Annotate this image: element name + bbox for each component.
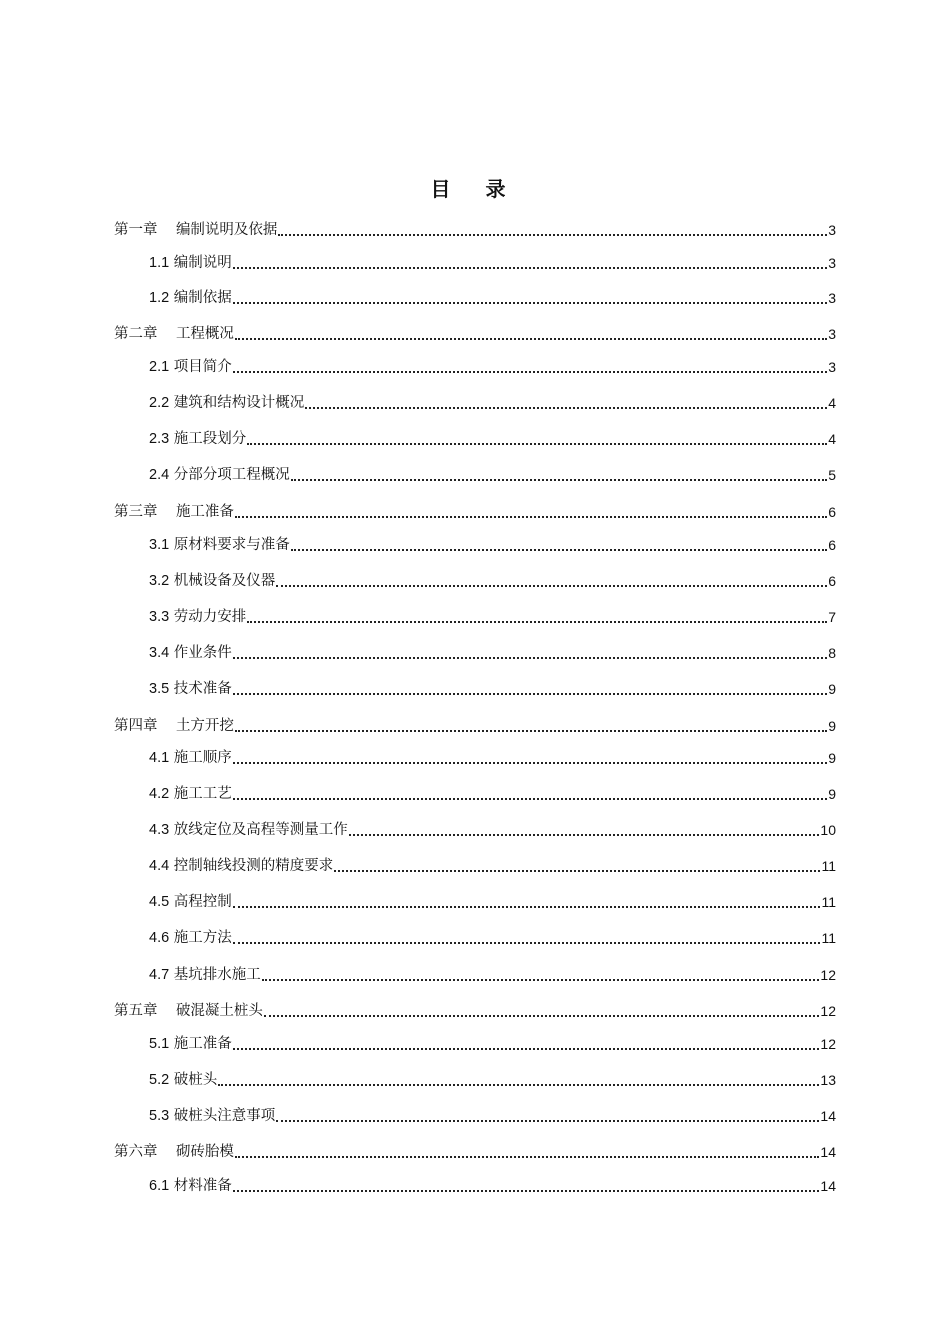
toc-entry-number: 3.3 [149, 609, 170, 625]
toc-entry-number: 4.5 [149, 894, 170, 910]
toc-entry-number: 1.1 [149, 255, 170, 271]
toc-page-number: 3 [828, 359, 836, 375]
toc-entry-label [114, 1142, 234, 1162]
toc-dot-leader [235, 338, 827, 340]
toc-entry-text: 劳动力安排 [173, 609, 247, 625]
toc-dot-leader [233, 906, 821, 908]
toc-page-number: 13 [820, 1072, 836, 1088]
toc-dot-leader [247, 621, 827, 623]
toc-entry-text: 编制说明 [173, 255, 232, 271]
toc-entry-text: 工程概况 [175, 326, 234, 342]
toc-page-number: 12 [820, 1003, 836, 1019]
toc-page-number: 10 [820, 822, 836, 838]
toc-entry-label [149, 748, 232, 768]
toc-chapter-entry[interactable] [114, 1142, 836, 1162]
toc-chapter-entry[interactable] [114, 502, 836, 522]
toc-entry-label [149, 1106, 275, 1126]
toc-section-entry[interactable] [114, 748, 836, 768]
toc-entry-label [149, 429, 246, 449]
toc-dot-leader [247, 443, 827, 445]
toc-page-number: 9 [828, 718, 836, 734]
toc-dot-leader [233, 798, 827, 800]
toc-dot-leader [264, 1015, 819, 1017]
toc-entry-text: 施工准备 [175, 504, 234, 520]
toc-entry-text: 技术准备 [173, 681, 232, 697]
toc-dot-leader [235, 1156, 819, 1158]
toc-dot-leader [235, 730, 827, 732]
toc-page-number: 14 [820, 1144, 836, 1160]
toc-entry-label [114, 1001, 263, 1021]
toc-page-number: 12 [820, 967, 836, 983]
toc-page-number: 5 [828, 467, 836, 483]
toc-chapter-entry[interactable] [114, 220, 836, 240]
toc-dot-leader [233, 371, 827, 373]
toc-entry-text: 材料准备 [173, 1178, 232, 1194]
toc-page-number: 3 [828, 222, 836, 238]
toc-entry-label [149, 928, 232, 948]
toc-section-entry[interactable] [114, 784, 836, 804]
toc-dot-leader [233, 1190, 820, 1192]
toc-entry-number: 4.1 [149, 750, 170, 766]
toc-entry-number: 5.1 [149, 1036, 170, 1052]
toc-page-number: 12 [820, 1036, 836, 1052]
toc-entry-text: 放线定位及高程等测量工作 [173, 822, 348, 838]
toc-page-number: 6 [828, 537, 836, 553]
toc-entry-label [149, 1176, 232, 1196]
toc-entry-label [114, 502, 234, 522]
toc-page-number: 4 [828, 395, 836, 411]
toc-page-number: 14 [820, 1108, 836, 1124]
toc-page-number: 3 [828, 255, 836, 271]
toc-entry-label [149, 357, 232, 377]
toc-entry-text: 施工顺序 [173, 750, 232, 766]
toc-dot-leader [233, 302, 827, 304]
toc-entry-separator [158, 1003, 176, 1019]
toc-entry-number: 5.3 [149, 1108, 170, 1124]
toc-section-entry[interactable] [114, 820, 836, 840]
toc-entry-text: 原材料要求与准备 [173, 537, 290, 553]
toc-entry-label [149, 679, 232, 699]
toc-entry-number: 4.4 [149, 858, 170, 874]
toc-page-number: 9 [828, 750, 836, 766]
toc-entry-number: 第四章 [114, 718, 158, 734]
toc-entry-label [149, 784, 232, 804]
toc-entry-text: 砌砖胎模 [175, 1144, 234, 1160]
toc-dot-leader [276, 1120, 819, 1122]
toc-entry-text: 建筑和结构设计概况 [173, 395, 305, 411]
toc-entry-number: 1.2 [149, 290, 170, 306]
toc-dot-leader [233, 1048, 820, 1050]
toc-dot-leader [349, 834, 820, 836]
toc-dot-leader [233, 942, 821, 944]
toc-chapter-entry[interactable] [114, 324, 836, 344]
toc-entry-number: 2.3 [149, 431, 170, 447]
toc-entry-number: 4.3 [149, 822, 170, 838]
toc-entry-number: 3.4 [149, 645, 170, 661]
toc-section-entry[interactable] [114, 679, 836, 699]
toc-section-entry[interactable] [114, 856, 836, 876]
toc-entry-text: 分部分项工程概况 [173, 467, 290, 483]
toc-entry-number: 5.2 [149, 1072, 170, 1088]
toc-entry-text: 编制依据 [173, 290, 232, 306]
toc-section-entry[interactable] [114, 965, 836, 985]
toc-section-entry[interactable] [114, 1070, 836, 1090]
toc-entry-text: 施工工艺 [173, 786, 232, 802]
toc-page-number: 6 [828, 573, 836, 589]
toc-dot-leader [218, 1084, 819, 1086]
toc-entry-label [149, 571, 275, 591]
toc-section-entry[interactable] [114, 1106, 836, 1126]
toc-page-number: 11 [821, 858, 836, 874]
toc-entry-label [114, 716, 234, 736]
toc-entry-number: 4.2 [149, 786, 170, 802]
toc-page-number: 8 [828, 645, 836, 661]
toc-entry-text: 破桩头 [173, 1072, 218, 1088]
toc-page-number: 14 [820, 1178, 836, 1194]
toc-entry-text: 施工段划分 [173, 431, 247, 447]
toc-entry-text: 高程控制 [173, 894, 232, 910]
toc-entry-number: 第五章 [114, 1003, 158, 1019]
toc-section-entry[interactable] [114, 571, 836, 591]
toc-section-entry[interactable] [114, 892, 836, 912]
toc-page-number: 11 [821, 930, 836, 946]
toc-section-entry[interactable] [114, 253, 836, 273]
toc-entry-separator [158, 718, 176, 734]
toc-entry-label [114, 324, 234, 344]
toc-dot-leader [233, 693, 827, 695]
toc-entry-label [149, 535, 290, 555]
toc-entry-text: 土方开挖 [175, 718, 234, 734]
toc-entry-label [149, 820, 348, 840]
toc-entry-label [149, 856, 333, 876]
toc-page-number: 3 [828, 326, 836, 342]
toc-section-entry[interactable] [114, 643, 836, 663]
toc-entry-label [114, 220, 277, 240]
toc-entry-number: 第二章 [114, 326, 158, 342]
toc-page-number: 4 [828, 431, 836, 447]
toc-entry-number: 第六章 [114, 1144, 158, 1160]
toc-chapter-entry[interactable] [114, 716, 836, 736]
toc-section-entry[interactable] [114, 1034, 836, 1054]
toc-entry-text: 控制轴线投测的精度要求 [173, 858, 334, 874]
toc-entry-label [149, 643, 232, 663]
toc-entry-number: 2.2 [149, 395, 170, 411]
toc-entry-label [149, 253, 232, 273]
toc-entry-number: 3.5 [149, 681, 170, 697]
toc-entry-label [149, 288, 232, 308]
toc-section-entry[interactable] [114, 607, 836, 627]
toc-dot-leader [276, 585, 827, 587]
toc-dot-leader [262, 979, 820, 981]
toc-entry-separator [158, 222, 176, 238]
toc-entry-label [149, 965, 261, 985]
toc-dot-leader [305, 407, 827, 409]
toc-entry-text: 施工准备 [173, 1036, 232, 1052]
toc-entry-text: 破桩头注意事项 [173, 1108, 276, 1124]
toc-section-entry[interactable] [114, 465, 836, 485]
toc-entry-number: 4.7 [149, 967, 170, 983]
toc-dot-leader [334, 870, 820, 872]
toc-dot-leader [233, 762, 827, 764]
toc-entry-text: 编制说明及依据 [175, 222, 278, 238]
toc-entry-separator [158, 504, 176, 520]
toc-page-number: 7 [828, 609, 836, 625]
toc-entry-label [149, 1070, 217, 1090]
toc-dot-leader [278, 234, 827, 236]
toc-section-entry[interactable] [114, 1176, 836, 1196]
toc-entry-text: 施工方法 [173, 930, 232, 946]
toc-entry-text: 机械设备及仪器 [173, 573, 276, 589]
toc-dot-leader [235, 516, 827, 518]
toc-entry-label [149, 393, 304, 413]
toc-entry-label [149, 465, 290, 485]
toc-entry-number: 2.1 [149, 359, 170, 375]
toc-page-number: 11 [821, 894, 836, 910]
toc-title: 目 录 [430, 177, 520, 201]
toc-entry-separator [158, 326, 176, 342]
toc-chapter-entry[interactable] [114, 1001, 836, 1021]
toc-section-entry[interactable] [114, 429, 836, 449]
toc-entry-label [149, 607, 246, 627]
toc-dot-leader [291, 549, 827, 551]
toc-entry-text: 作业条件 [173, 645, 232, 661]
toc-section-entry[interactable] [114, 393, 836, 413]
toc-page-number: 9 [828, 681, 836, 697]
toc-entry-label [149, 1034, 232, 1054]
toc-entry-number: 第三章 [114, 504, 158, 520]
toc-section-entry[interactable] [114, 928, 836, 948]
toc-dot-leader [291, 479, 827, 481]
toc-dot-leader [233, 267, 827, 269]
toc-page-number: 3 [828, 290, 836, 306]
toc-entry-number: 第一章 [114, 222, 158, 238]
toc-entry-label [149, 892, 232, 912]
toc-entry-number: 3.2 [149, 573, 170, 589]
toc-page-number: 6 [828, 504, 836, 520]
toc-entry-number: 3.1 [149, 537, 170, 553]
toc-entry-text: 破混凝土桩头 [175, 1003, 263, 1019]
toc-page-number: 9 [828, 786, 836, 802]
toc-dot-leader [233, 657, 827, 659]
toc-entry-number: 2.4 [149, 467, 170, 483]
toc-section-entry[interactable] [114, 357, 836, 377]
toc-section-entry[interactable] [114, 535, 836, 555]
toc-entry-number: 4.6 [149, 930, 170, 946]
toc-entry-text: 基坑排水施工 [173, 967, 261, 983]
toc-section-entry[interactable] [114, 288, 836, 308]
toc-entry-separator [158, 1144, 176, 1160]
toc-entry-text: 项目简介 [173, 359, 232, 375]
toc-entry-number: 6.1 [149, 1178, 170, 1194]
